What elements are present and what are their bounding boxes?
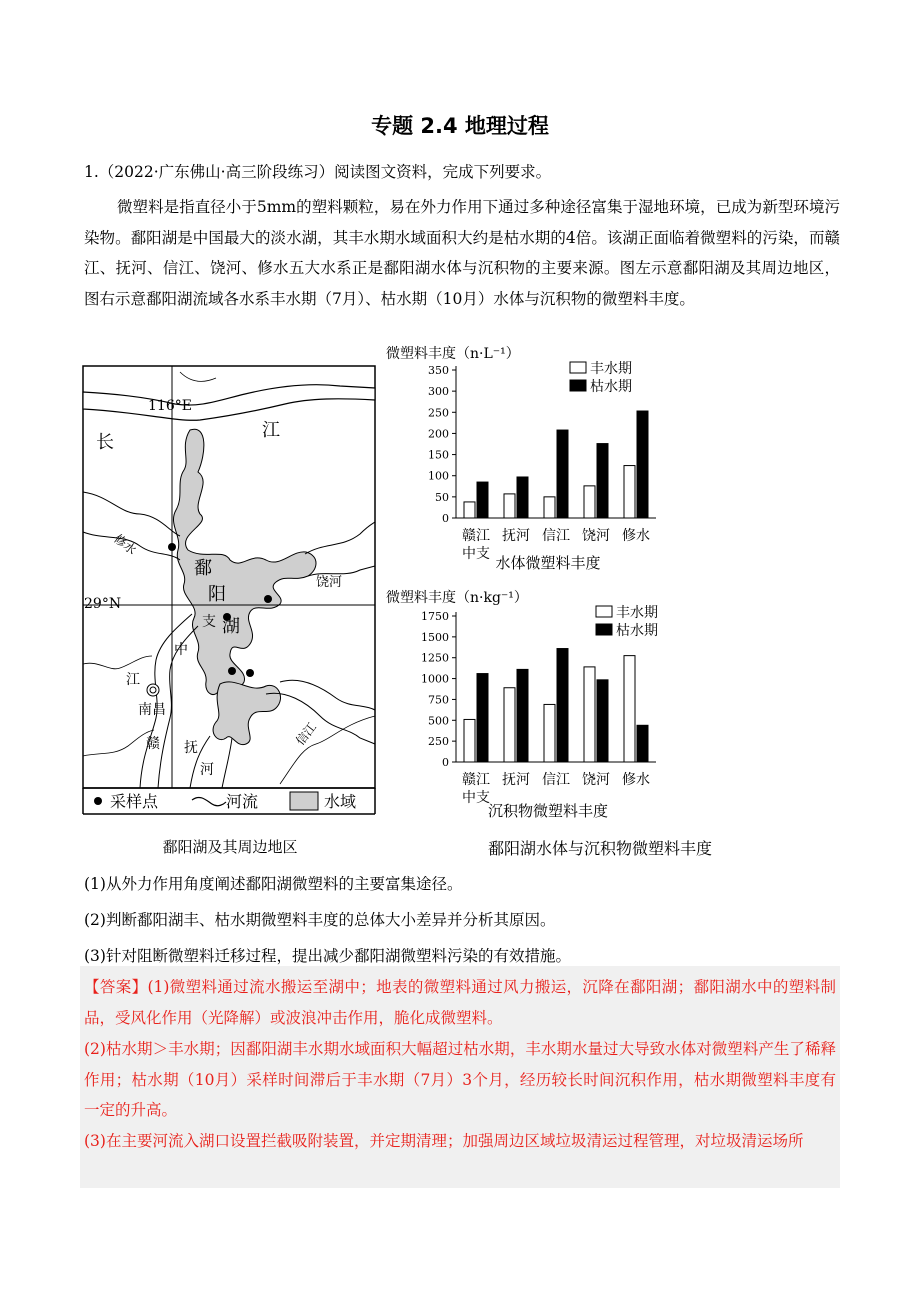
chart-1-category-label: 赣江 — [462, 772, 490, 788]
chart-0-ytick-label: 0 — [442, 512, 449, 525]
chart-0-bar-枯水期 — [557, 430, 568, 518]
chart-1-ytick-label: 1250 — [421, 651, 449, 665]
map-caption: 鄱阳湖及其周边地区 — [162, 838, 298, 856]
answer-part-2: (2)枯水期＞丰水期；因鄱阳湖丰水期水域面积大幅超过枯水期，丰水期水量过大导致水体对微塑料产生了稀释作用；枯水期（10月）采样时间滞后于丰水期（7月）3个月，经历较长时间沉积作用，枯水期微塑料丰度有一定的升高。 — [84, 1040, 836, 1119]
chart-0-legend-swatch — [570, 362, 586, 373]
legend-river-icon — [192, 797, 226, 805]
chart-1-title: 沉积物微塑料丰度 — [487, 802, 609, 820]
legend-sample-label: 采样点 — [110, 792, 159, 811]
chart-0-bar-枯水期 — [517, 477, 528, 518]
raohe-label: 饶河 — [316, 575, 343, 590]
answer-tag: 【答案】 — [84, 978, 148, 996]
chart-0-ytick-label: 250 — [428, 406, 449, 420]
chart-0-title: 水体微塑料丰度 — [495, 554, 601, 572]
nanchang-label: 南昌 — [138, 702, 166, 718]
chart-1-bar-丰水期 — [624, 656, 635, 762]
figure-caption: 鄱阳湖水体与沉积物微塑料丰度 — [487, 839, 712, 858]
chart-0-ytick-label: 300 — [428, 385, 449, 399]
legend-water-icon — [290, 792, 318, 810]
chart-1-category-label: 中支 — [462, 790, 490, 806]
chart-1-legend-swatch — [596, 606, 612, 617]
latitude-label: 29°N — [84, 596, 122, 612]
chart-1-legend-label: 丰水期 — [616, 605, 658, 621]
chart-0-ytick-label: 200 — [428, 427, 449, 441]
chart-1-ytick-label: 750 — [428, 693, 449, 707]
question-lead: 1.（2022·广东佛山·高三阶段练习）阅读图文资料，完成下列要求。 — [84, 163, 552, 181]
chart-1-legend-swatch — [596, 624, 612, 635]
chart-1-bar-丰水期 — [504, 688, 515, 762]
chart-1-category-label: 信江 — [542, 772, 570, 788]
sub-question-3: (3)针对阻断微塑料迁移过程，提出减少鄱阳湖微塑料污染的有效措施。 — [84, 947, 571, 965]
chart-1-ytick-label: 1000 — [421, 672, 449, 686]
chart-0-category-label: 中支 — [462, 546, 490, 562]
figure — [80, 338, 780, 858]
chart-1-bar-枯水期 — [557, 649, 568, 762]
chart-0-bar-枯水期 — [637, 411, 648, 518]
chart-0-ytick-label: 350 — [428, 364, 449, 377]
question-passage: 微塑料是指直径小于5mm的塑料颗粒，易在外力作用下通过多种途径富集于湿地环境，已成为新型环境污染物。鄱阳湖是中国最大的淡水湖，其丰水期水域面积大约是枯水期的4倍。该湖正面临着微塑料的污染，而赣江、抚河、信江、饶河、修水五大水系正是鄱阳湖水体与沉积物的主要来源。图左示意鄱阳湖及其周边地区，图右示意鄱阳湖流域各水系丰水期（7月）、枯水期（10月）水体与沉积物的微塑料丰度。 — [84, 198, 840, 308]
chart-1-ytick-label: 1750 — [421, 610, 449, 623]
yangtze-label-1: 长 — [96, 432, 114, 453]
chart-0-category-label: 赣江 — [462, 528, 490, 544]
answer-part-1 — [84, 972, 836, 1033]
legend-sample-icon — [94, 797, 102, 805]
chart-1-legend-label: 枯水期 — [616, 623, 658, 639]
chart-0-bar-枯水期 — [597, 444, 608, 518]
answer-part-1-text: (1)微塑料通过流水搬运至湖中；地表的微塑料通过风力搬运，沉降在鄱阳湖；鄱阳湖水中的塑料制品，受风化作用（光降解）或波浪冲击作用，脆化成微塑料。 — [84, 978, 836, 1027]
chart-0-category-label: 饶河 — [582, 528, 610, 544]
ganjiang-label-2: 赣 — [146, 736, 160, 752]
chart-1-bar-枯水期 — [477, 674, 488, 762]
chart-0-legend-label: 丰水期 — [590, 361, 632, 377]
fuhe-label-2: 河 — [200, 762, 214, 778]
chart-1-bar-丰水期 — [544, 704, 555, 762]
microplastic-charts — [380, 338, 740, 838]
chart-1-category-label: 饶河 — [582, 772, 610, 788]
chart-0-bar-丰水期 — [544, 497, 555, 518]
sub-question-1: (1)从外力作用角度阐述鄱阳湖微塑料的主要富集途径。 — [84, 875, 463, 893]
sample-point — [264, 595, 272, 603]
lake-label-3: 湖 — [222, 616, 240, 637]
chart-1-ytick-label: 1500 — [421, 630, 449, 644]
chart-0-bar-丰水期 — [584, 486, 595, 518]
chart-1-bar-枯水期 — [597, 680, 608, 762]
xinjiang-label: 信江 — [293, 720, 319, 748]
page-title: 专题 2.4 地理过程 — [371, 114, 549, 138]
chart-0-category-label: 修水 — [622, 528, 650, 544]
chart-0-bar-丰水期 — [464, 502, 475, 518]
chart-0-ytick-label: 100 — [428, 469, 449, 483]
chart-0-bar-丰水期 — [624, 466, 635, 518]
answer-part-3: (3)在主要河流入湖口设置拦截吸附装置，并定期清理；加强周边区域垃圾清运过程管理，对垃圾清运场所 — [84, 1132, 804, 1150]
chart-0-category-label: 抚河 — [502, 528, 530, 544]
chart-1-ytick-label: 500 — [428, 714, 449, 728]
lake-label-1: 鄱 — [194, 558, 212, 579]
answer-block — [80, 966, 840, 1188]
sample-point — [228, 667, 236, 675]
ganjiang-label-1: 江 — [126, 672, 140, 688]
sample-point — [246, 669, 254, 677]
chart-1-ytick-label: 250 — [428, 735, 449, 749]
chart-1-ylabel: 微塑料丰度（n·kg⁻¹） — [386, 590, 528, 606]
longitude-label: 116°E — [148, 398, 192, 414]
branch-label-1: 支 — [202, 614, 216, 630]
chart-0-bar-枯水期 — [477, 482, 488, 518]
chart-0-ylabel: 微塑料丰度（n·L⁻¹） — [386, 346, 520, 362]
legend-river-label: 河流 — [226, 792, 259, 811]
chart-0-legend-swatch — [570, 380, 586, 391]
branch-label-2: 中 — [174, 642, 188, 658]
chart-0-legend-label: 枯水期 — [590, 379, 632, 395]
legend-water-label: 水域 — [324, 792, 357, 811]
chart-1-category-label: 抚河 — [502, 772, 530, 788]
sample-point — [168, 543, 176, 551]
chart-1-bar-丰水期 — [584, 667, 595, 762]
chart-1-bar-枯水期 — [637, 725, 648, 762]
sub-question-2: (2)判断鄱阳湖丰、枯水期微塑料丰度的总体大小差异并分析其原因。 — [84, 911, 556, 929]
chart-1-bar-丰水期 — [464, 719, 475, 762]
chart-0-bar-丰水期 — [504, 494, 515, 518]
chart-0-category-label: 信江 — [542, 528, 570, 544]
chart-0-ytick-label: 50 — [435, 490, 449, 504]
chart-0-ytick-label: 150 — [428, 448, 449, 462]
xiushui-label: 修水 — [111, 531, 139, 558]
chart-1-bar-枯水期 — [517, 669, 528, 762]
lake-label-2: 阳 — [208, 584, 226, 605]
poyang-map — [80, 364, 380, 824]
yangtze-label-2: 江 — [262, 420, 280, 441]
chart-1-category-label: 修水 — [622, 772, 650, 788]
chart-1-ytick-label: 0 — [442, 756, 449, 769]
fuhe-label-1: 抚 — [184, 740, 198, 756]
